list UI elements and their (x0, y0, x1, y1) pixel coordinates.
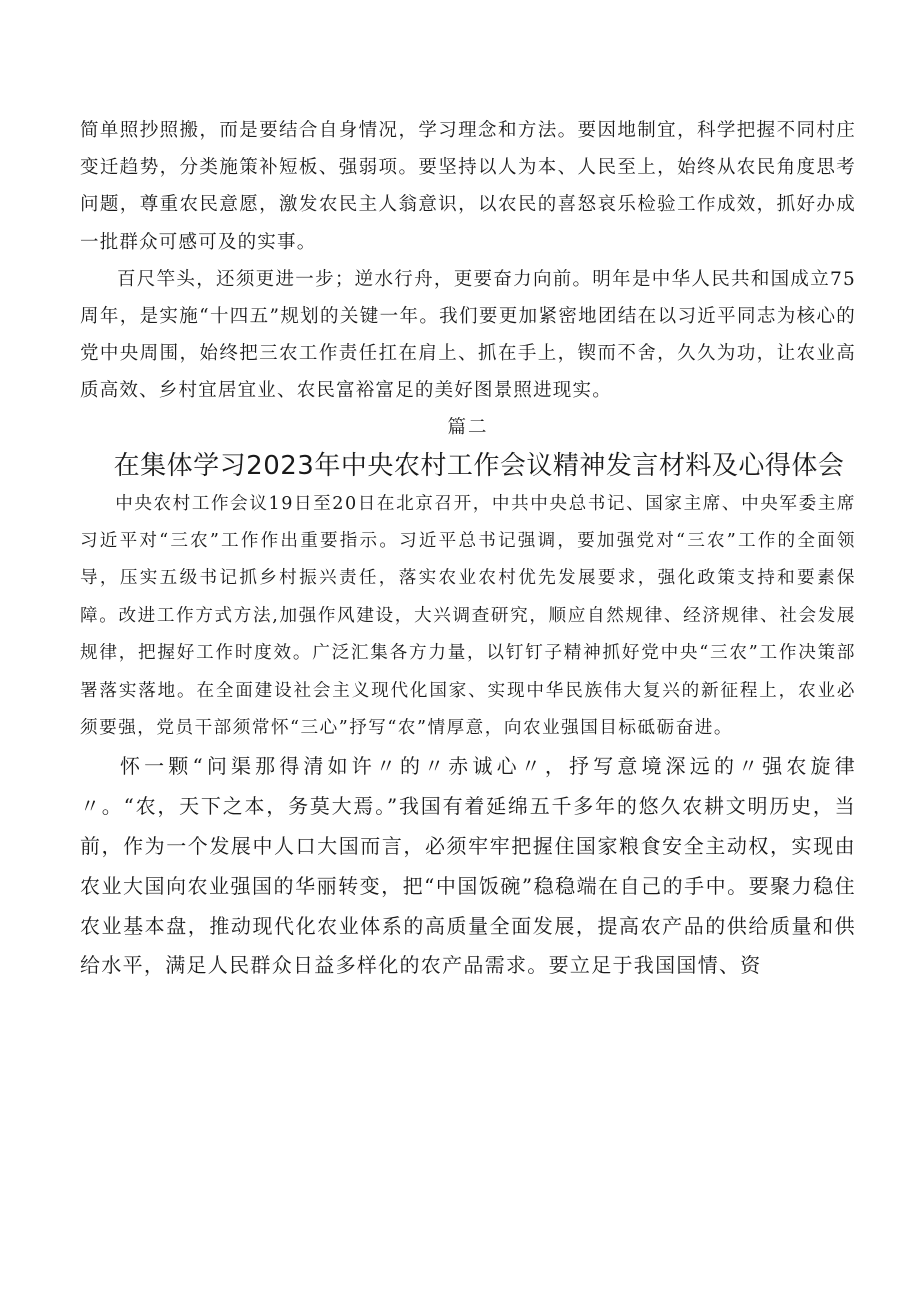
document-title: 在集体学习2023年中央农村工作会议精神发言材料及心得体会 (113, 450, 845, 481)
paragraph-continuation: 简单照抄照搬，而是要结合自身情况，学习理念和方法。要因地制宜，科学把握不同村庄变迁趋势，分类施策补短板、强弱项。要坚持以人为本、人民至上，始终从农民角度思考问题，尊重农民意愿，激发农民主人翁意识，以农民的喜怒哀乐检验工作成效，抓好办成一批群众可感可及的实事。 (80, 120, 856, 253)
section-label: 篇二 (447, 416, 489, 438)
paragraph-point-one: 怀一颗“问渠那得清如许〃的〃赤诚心〃，抒写意境深远的〃强农旋律〃。“农，天下之本，务莫大焉。”我国有着延绵五千多年的悠久农耕文明历史，当前，作为一个发展中人口大国而言，必须牢牢把握住国家粮食安全主动权，实现由农业大国向农业强国的华丽转变，把“中国饭碗”稳稳端在自己的手中。要聚力稳住农业基本盘，推动现代化农业体系的高质量全面发展，提高农产品的供给质量和供给水平，满足人民群众日益多样化的农产品需求。要立足于我国国情、资 (80, 754, 856, 978)
paragraph-conclusion: 百尺竿头，还须更进一步；逆水行舟，更要奋力向前。明年是中华人民共和国成立75周年，是实施“十四五”规划的关键一年。我们要更加紧密地团结在以习近平同志为核心的党中央周围，始终把三农工作责任扛在肩上、抓在手上，锲而不舍，久久为功，让农业高质高效、乡村宜居宜业、农民富裕富足的美好图景照进现实。 (80, 268, 856, 402)
paragraph-intro: 中央农村工作会议19日至20日在北京召开，中共中央总书记、国家主席、中央军委主席习近平对“三农”工作作出重要指示。习近平总书记强调，要加强党对“三农”工作的全面领导，压实五级书记抓乡村振兴责任，落实农业农村优先发展要求，强化政策支持和要素保障。改进工作方式方法,加强作风建设，大兴调查研究，顺应自然规律、经济规律、社会发展规律，把握好工作时度效。广泛汇集各方力量，以钉钉子精神抓好党中央“三农”工作决策部署落实落地。在全面建设社会主义现代化国家、实现中华民族伟大复兴的新征程上，农业必须要强，党员干部须常怀“三心”抒写“农”情厚意，向农业强国目标砥砺奋进。 (80, 493, 856, 739)
document-page (80, 112, 856, 986)
